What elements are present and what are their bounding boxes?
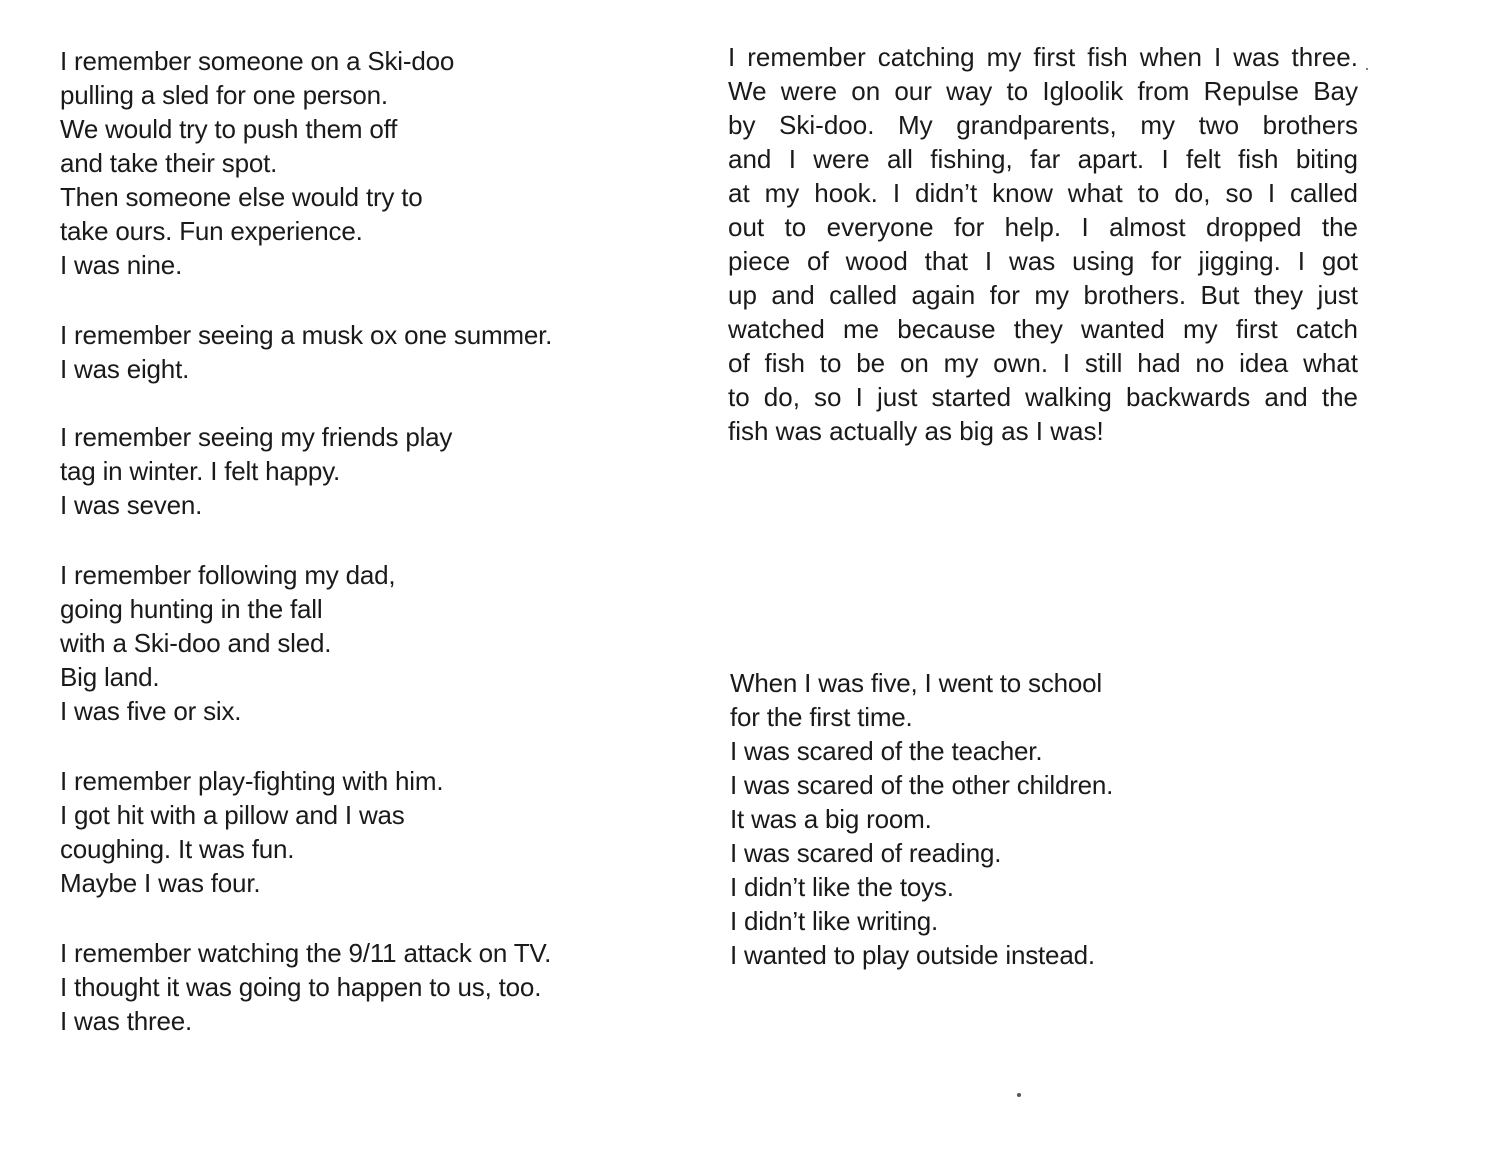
paragraph-line: by Ski-doo. My grandparents, my two brothers [728,110,1358,140]
scan-speck [1017,1093,1021,1097]
paragraph-line: of fish to be on my own. I still had no idea what [728,348,1358,378]
poem-line: I was scared of reading. [730,838,1002,868]
paragraph-line: piece of wood that I was using for jigging. I got [728,246,1358,276]
poem-line: Then someone else would try to [60,182,423,212]
poem-line: I remember play-fighting with him. [60,766,444,796]
poem-line: tag in winter. I felt happy. [60,456,341,486]
poem-line: for the first time. [730,702,913,732]
poem-line: coughing. It was fun. [60,834,295,864]
poem-line: I remember seeing a musk ox one summer. [60,320,553,350]
paragraph-line: and I were all fishing, far apart. I felt fish biting [728,144,1358,174]
poem-line: I was seven. [60,490,203,520]
poem-line: Big land. [60,662,160,692]
poem-line: I was nine. [60,250,183,280]
poem-line: with a Ski-doo and sled. [60,628,332,658]
poem-line: pulling a sled for one person. [60,80,388,110]
poem-line: I wanted to play outside instead. [730,940,1095,970]
paragraph-line: up and called again for my brothers. But they just [728,280,1358,310]
paragraph-line: watched me because they wanted my first catch [728,314,1358,344]
poem-line: going hunting in the fall [60,594,323,624]
paragraph-line: out to everyone for help. I almost dropped the [728,212,1358,242]
poem-line: When I was five, I went to school [730,668,1103,698]
poem-line: We would try to push them off [60,114,398,144]
poem-line: I thought it was going to happen to us, too. [60,972,542,1002]
poem-line: and take their spot. [60,148,278,178]
poem-line: I remember seeing my friends play [60,422,453,452]
poem-line: Maybe I was four. [60,868,261,898]
poem-line: take ours. Fun experience. [60,216,363,246]
poem-line: I was eight. [60,354,190,384]
scan-speck [1366,68,1368,70]
poem-line: It was a big room. [730,804,932,834]
poem-line: I was scared of the teacher. [730,736,1043,766]
paragraph-line: fish was actually as big as I was! [728,416,1104,446]
poem-line: I didn’t like writing. [730,906,939,936]
poem-line: I remember someone on a Ski-doo [60,46,455,76]
poem-line: I was five or six. [60,696,242,726]
paragraph-line: at my hook. I didn’t know what to do, so I called [728,178,1358,208]
poem-line: I remember following my dad, [60,560,396,590]
poem-line: I was three. [60,1006,192,1036]
paragraph-line: We were on our way to Igloolik from Repulse Bay [728,76,1358,106]
poem-line: I didn’t like the toys. [730,872,954,902]
poem-line: I remember watching the 9/11 attack on TV. [60,938,552,968]
paragraph-line: I remember catching my first fish when I was three. [728,42,1358,72]
paragraph-line: to do, so I just started walking backwards and the [728,382,1358,412]
poem-line: I got hit with a pillow and I was [60,800,405,830]
poem-line: I was scared of the other children. [730,770,1114,800]
